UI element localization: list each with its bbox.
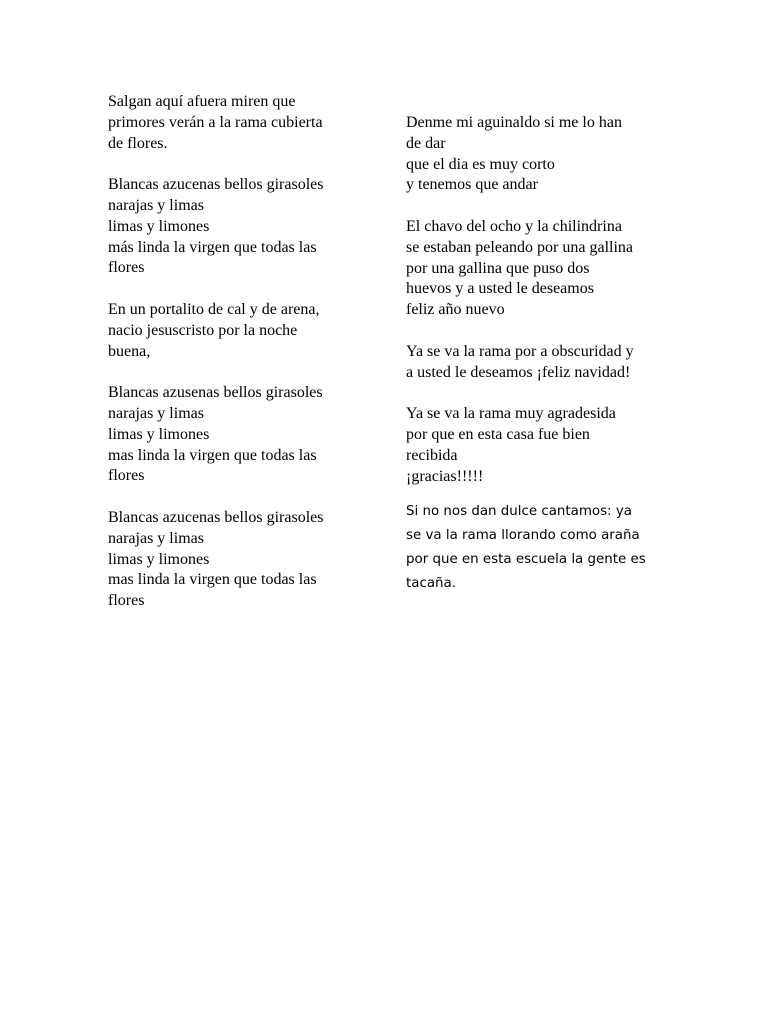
verse-line: a usted le deseamos ¡feliz navidad! <box>406 363 631 381</box>
verse-line: narajas y limas <box>108 404 204 422</box>
verse-line: mas linda la virgen que todas las <box>108 571 317 589</box>
verse-line: huevos y a usted le deseamos <box>406 280 594 298</box>
verse-line: por una gallina que puso dos <box>406 259 590 277</box>
verse-line: En un portalito de cal y de arena, <box>108 300 320 318</box>
verse-line: limas y limones <box>108 217 210 235</box>
stanza-3 <box>108 300 358 362</box>
verse-line: flores <box>108 467 145 485</box>
verse-line: de flores. <box>108 134 168 152</box>
verse-line: y tenemos que andar <box>406 176 538 194</box>
stanza-6 <box>406 113 668 196</box>
stanza-8 <box>406 342 668 384</box>
verse-line: ¡gracias!!!!! <box>406 467 484 485</box>
verse-line: se estaban peleando por una gallina <box>406 238 634 256</box>
stanza-7 <box>406 217 668 321</box>
verse-line: se va la rama llorando como araña <box>406 528 640 544</box>
verse-line: El chavo del ocho y la chilindrina <box>406 217 622 235</box>
verse-line: primores verán a la rama cubierta <box>108 113 323 131</box>
verse-line: más linda la virgen que todas las <box>108 238 317 256</box>
verse-line: flores <box>108 259 145 277</box>
stanza-2 <box>108 175 358 279</box>
verse-line: feliz año nuevo <box>406 301 505 319</box>
verse-line: limas y limones <box>108 550 210 568</box>
right-column <box>406 113 668 617</box>
verse-line: mas linda la virgen que todas las <box>108 446 317 464</box>
verse-line: Denme mi aguinaldo si me lo han <box>406 114 622 131</box>
stanza-4 <box>108 383 358 487</box>
verse-line: Ya se va la rama por a obscuridad y <box>406 342 634 360</box>
verse-line: limas y limones <box>108 425 210 443</box>
verse-line: por que en esta escuela la gente es <box>406 552 646 568</box>
stanza-1 <box>108 92 358 154</box>
verse-line: narajas y limas <box>108 529 204 547</box>
verse-line: tacaña. <box>406 576 456 592</box>
verse-line: que el dia es muy corto <box>406 155 555 173</box>
verse-line: Ya se va la rama muy agradesida <box>406 405 616 423</box>
stanza-9 <box>406 404 668 487</box>
left-column <box>108 92 358 633</box>
verse-line: recibida <box>406 446 458 464</box>
verse-line: de dar <box>406 134 446 152</box>
verse-line: Blancas azusenas bellos girasoles <box>108 384 323 402</box>
verse-line: narajas y limas <box>108 196 204 214</box>
verse-line: nacio jesuscristo por la noche <box>108 321 298 339</box>
final-stanza <box>406 500 668 596</box>
verse-line: Blancas azucenas bellos girasoles <box>108 508 324 526</box>
verse-line: Si no nos dan dulce cantamos: ya <box>406 504 632 520</box>
verse-line: buena, <box>108 342 151 360</box>
verse-line: Salgan aquí afuera miren que <box>108 93 296 110</box>
verse-line: Blancas azucenas bellos girasoles <box>108 176 324 194</box>
verse-line: flores <box>108 592 145 610</box>
verse-line: por que en esta casa fue bien <box>406 425 590 443</box>
stanza-5 <box>108 508 358 612</box>
